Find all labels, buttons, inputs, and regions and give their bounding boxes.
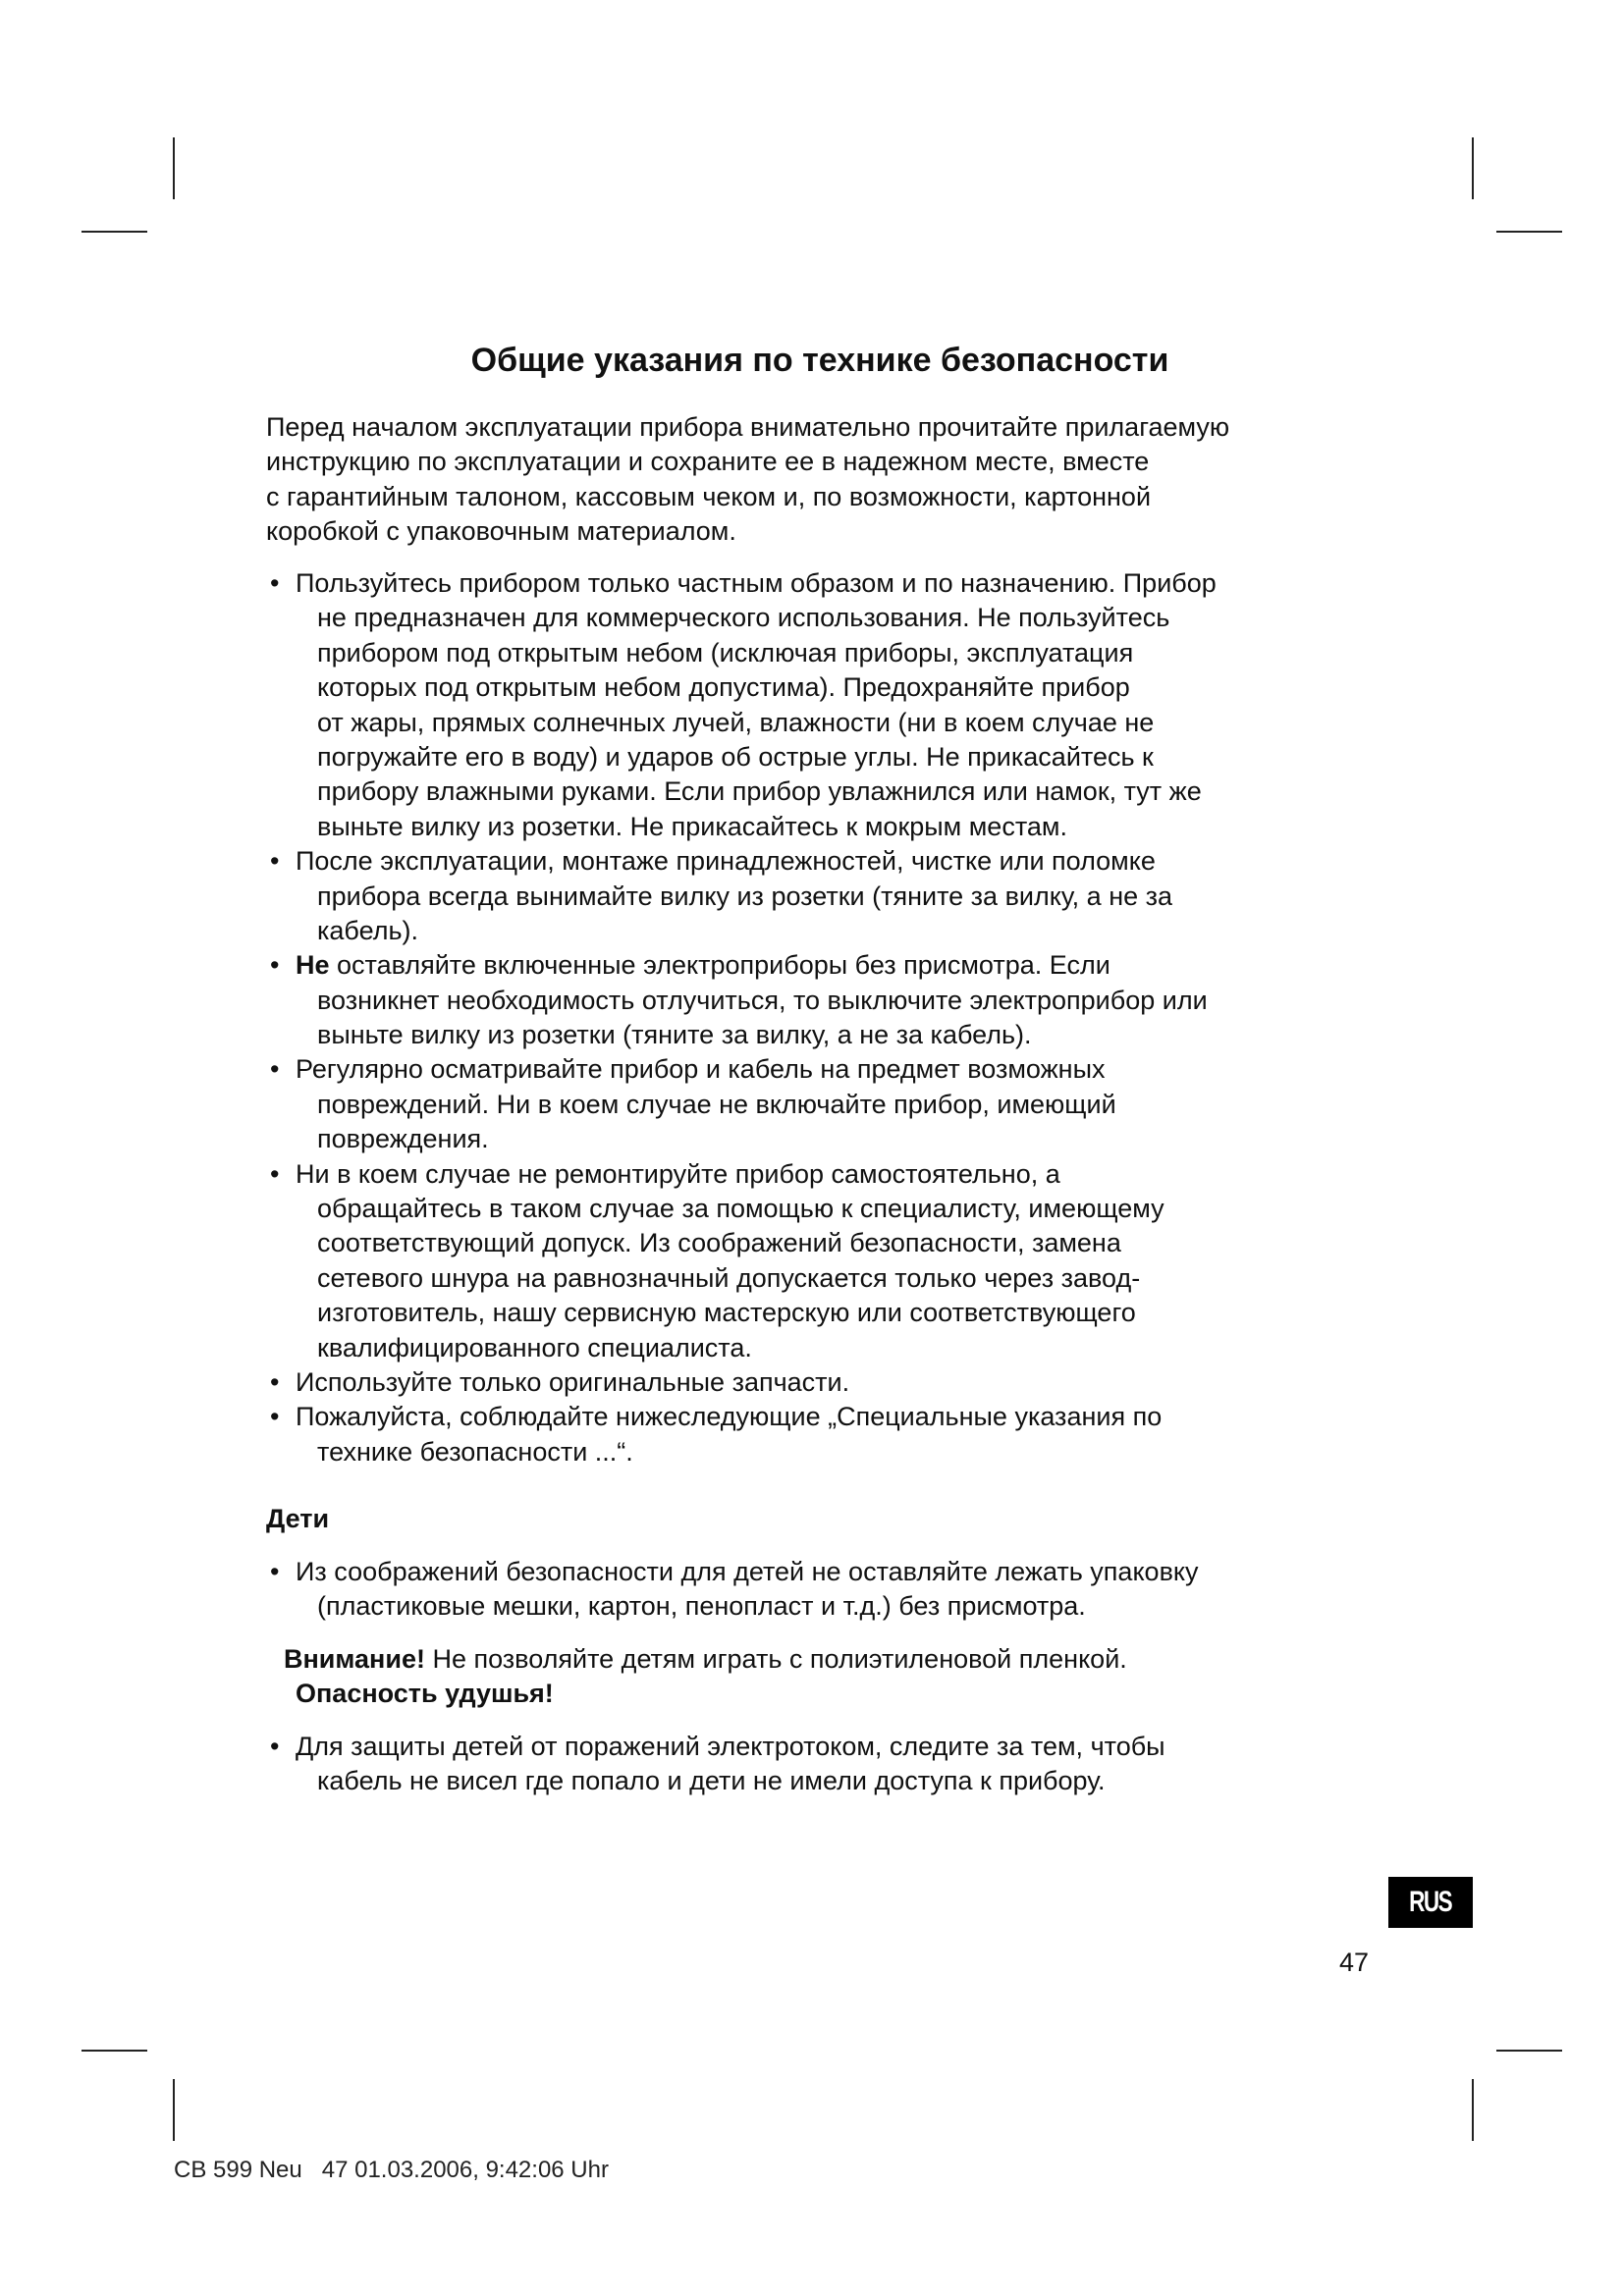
list-item xyxy=(266,1052,1217,1156)
list-item-line: повреждений. Ни в коем случае не включайте прибор, имеющий xyxy=(317,1089,1116,1119)
list-item-line: квалифицированного специалиста. xyxy=(317,1332,752,1362)
list-item-line: Для защиты детей от поражений электротоком, следите за тем, чтобы xyxy=(296,1732,1165,1761)
list-item-line: которых под открытым небом допустима). Предохраняйте прибор xyxy=(317,672,1130,703)
list-item-line: Используйте только оригинальные запчасти. xyxy=(296,1366,850,1397)
list-item-line: прибором под открытым небом (исключая приборы, эксплуатация xyxy=(317,637,1134,667)
list-item-line: Пожалуйста, соблюдайте нижеследующие „Специальные указания по xyxy=(296,1402,1163,1432)
crop-mark-bottom-left-horizontal xyxy=(81,2050,147,2052)
list-item xyxy=(266,1400,1217,1469)
bullet-icon: • xyxy=(270,950,280,981)
list-item-line: выньте вилку из розетки. Не прикасайтесь к мокрым местам. xyxy=(317,811,1067,841)
list-item-line: кабель). xyxy=(317,915,419,945)
list-item-line: (пластиковые мешки, картон, пенопласт и т.д.) без присмотра. xyxy=(317,1591,1086,1622)
list-item xyxy=(266,1365,1217,1400)
list-item-line: Пользуйтесь прибором только частным образом и по назначению. Прибор xyxy=(296,568,1217,598)
list-item-line: Регулярно осматривайте прибор и кабель на предмет возможных xyxy=(296,1054,1106,1085)
list-item-line: кабель не висел где попало и дети не имели доступа к прибору. xyxy=(317,1766,1106,1796)
list-item-line: Из соображений безопасности для детей не оставляйте лежать упаковку xyxy=(296,1557,1199,1586)
list-item xyxy=(266,1555,1199,1625)
list-item-line: обращайтесь в таком случае за помощью к специалисту, имеющему xyxy=(317,1194,1164,1224)
warning-text: Не позволяйте детям играть с полиэтиленовой пленкой. xyxy=(424,1644,1127,1674)
warning-note xyxy=(284,1642,1127,1712)
list-item xyxy=(266,1157,1217,1365)
crop-mark-bottom-right-vertical xyxy=(1472,2079,1474,2141)
bullet-icon: • xyxy=(270,1732,280,1761)
bullet-icon: • xyxy=(270,1366,280,1397)
intro-paragraph xyxy=(266,410,1229,550)
crop-mark-top-left-horizontal xyxy=(81,231,147,233)
bold-prefix: Не xyxy=(296,950,330,981)
list-item-line: соответствующий допуск. Из соображений безопасности, замена xyxy=(317,1228,1121,1258)
page-number: 47 xyxy=(1339,1948,1370,1977)
page-title: Общие указания по технике безопасности xyxy=(470,342,1169,379)
print-footer: CB 599 Neu 47 01.03.2006, 9:42:06 Uhr xyxy=(174,2157,609,2183)
list-item-line: сетевого шнура на равнозначный допускается только через завод- xyxy=(317,1262,1141,1293)
list-item-line: Ни в коем случае не ремонтируйте прибор самостоятельно, а xyxy=(296,1158,1060,1189)
list-item-line: технике безопасности ...“. xyxy=(317,1436,633,1467)
language-tab-label: RUS xyxy=(1409,1886,1452,1918)
list-item-line: После эксплуатации, монтаже принадлежностей, чистке или поломке xyxy=(296,846,1156,877)
safety-bullet-list xyxy=(266,566,1217,1469)
crop-mark-top-right-horizontal xyxy=(1496,231,1562,233)
list-item xyxy=(266,948,1217,1052)
crop-mark-bottom-left-vertical xyxy=(173,2079,175,2141)
list-item-line xyxy=(296,948,1217,983)
list-item xyxy=(266,566,1217,844)
bullet-icon: • xyxy=(270,1054,280,1085)
list-item xyxy=(266,844,1217,948)
bullet-icon: • xyxy=(270,846,280,877)
warning-emphasis: Опасность удушья! xyxy=(296,1679,554,1709)
list-item-line: от жары, прямых солнечных лучей, влажности (ни в коем случае не xyxy=(317,707,1155,737)
children-bullet-2 xyxy=(266,1730,1165,1799)
list-item-line: повреждения. xyxy=(317,1124,489,1154)
bullet-icon: • xyxy=(270,1158,280,1189)
bullet-icon: • xyxy=(270,1557,280,1586)
list-item xyxy=(266,1730,1165,1799)
list-item-line: прибора всегда вынимайте вилку из розетки (тяните за вилку, а не за xyxy=(317,881,1173,911)
crop-mark-top-right-vertical xyxy=(1472,137,1474,199)
children-heading: Дети xyxy=(266,1504,330,1533)
children-bullet-1 xyxy=(266,1555,1199,1625)
list-item-line: возникнет необходимость отлучиться, то выключите электроприбор или xyxy=(317,985,1208,1015)
list-item-text: оставляйте включенные электроприборы без присмотра. Если xyxy=(329,950,1110,981)
bullet-icon: • xyxy=(270,1402,280,1432)
crop-mark-top-left-vertical xyxy=(173,137,175,199)
intro-line: коробкой с упаковочным материалом. xyxy=(266,516,736,547)
warning-label: Внимание! xyxy=(284,1644,425,1674)
bullet-icon: • xyxy=(270,568,280,598)
crop-mark-bottom-right-horizontal xyxy=(1496,2050,1562,2052)
intro-line: инструкцию по эксплуатации и сохраните ее в надежном месте, вместе xyxy=(266,447,1150,477)
list-item-line: погружайте его в воду) и ударов об острые углы. Не прикасайтесь к xyxy=(317,741,1154,772)
intro-line: с гарантийным талоном, кассовым чеком и, по возможности, картонной xyxy=(266,481,1152,511)
list-item-line: не предназначен для коммерческого использования. Не пользуйтесь xyxy=(317,603,1170,633)
intro-line: Перед началом эксплуатации прибора внимательно прочитайте прилагаемую xyxy=(266,412,1230,442)
list-item-line: прибору влажными руками. Если прибор увлажнился или намок, тут же xyxy=(317,776,1202,807)
list-item-line: изготовитель, нашу сервисную мастерскую или соответствующего xyxy=(317,1298,1136,1328)
list-item-line: выньте вилку из розетки (тяните за вилку, а не за кабель). xyxy=(317,1020,1032,1050)
language-tab xyxy=(1388,1877,1473,1928)
